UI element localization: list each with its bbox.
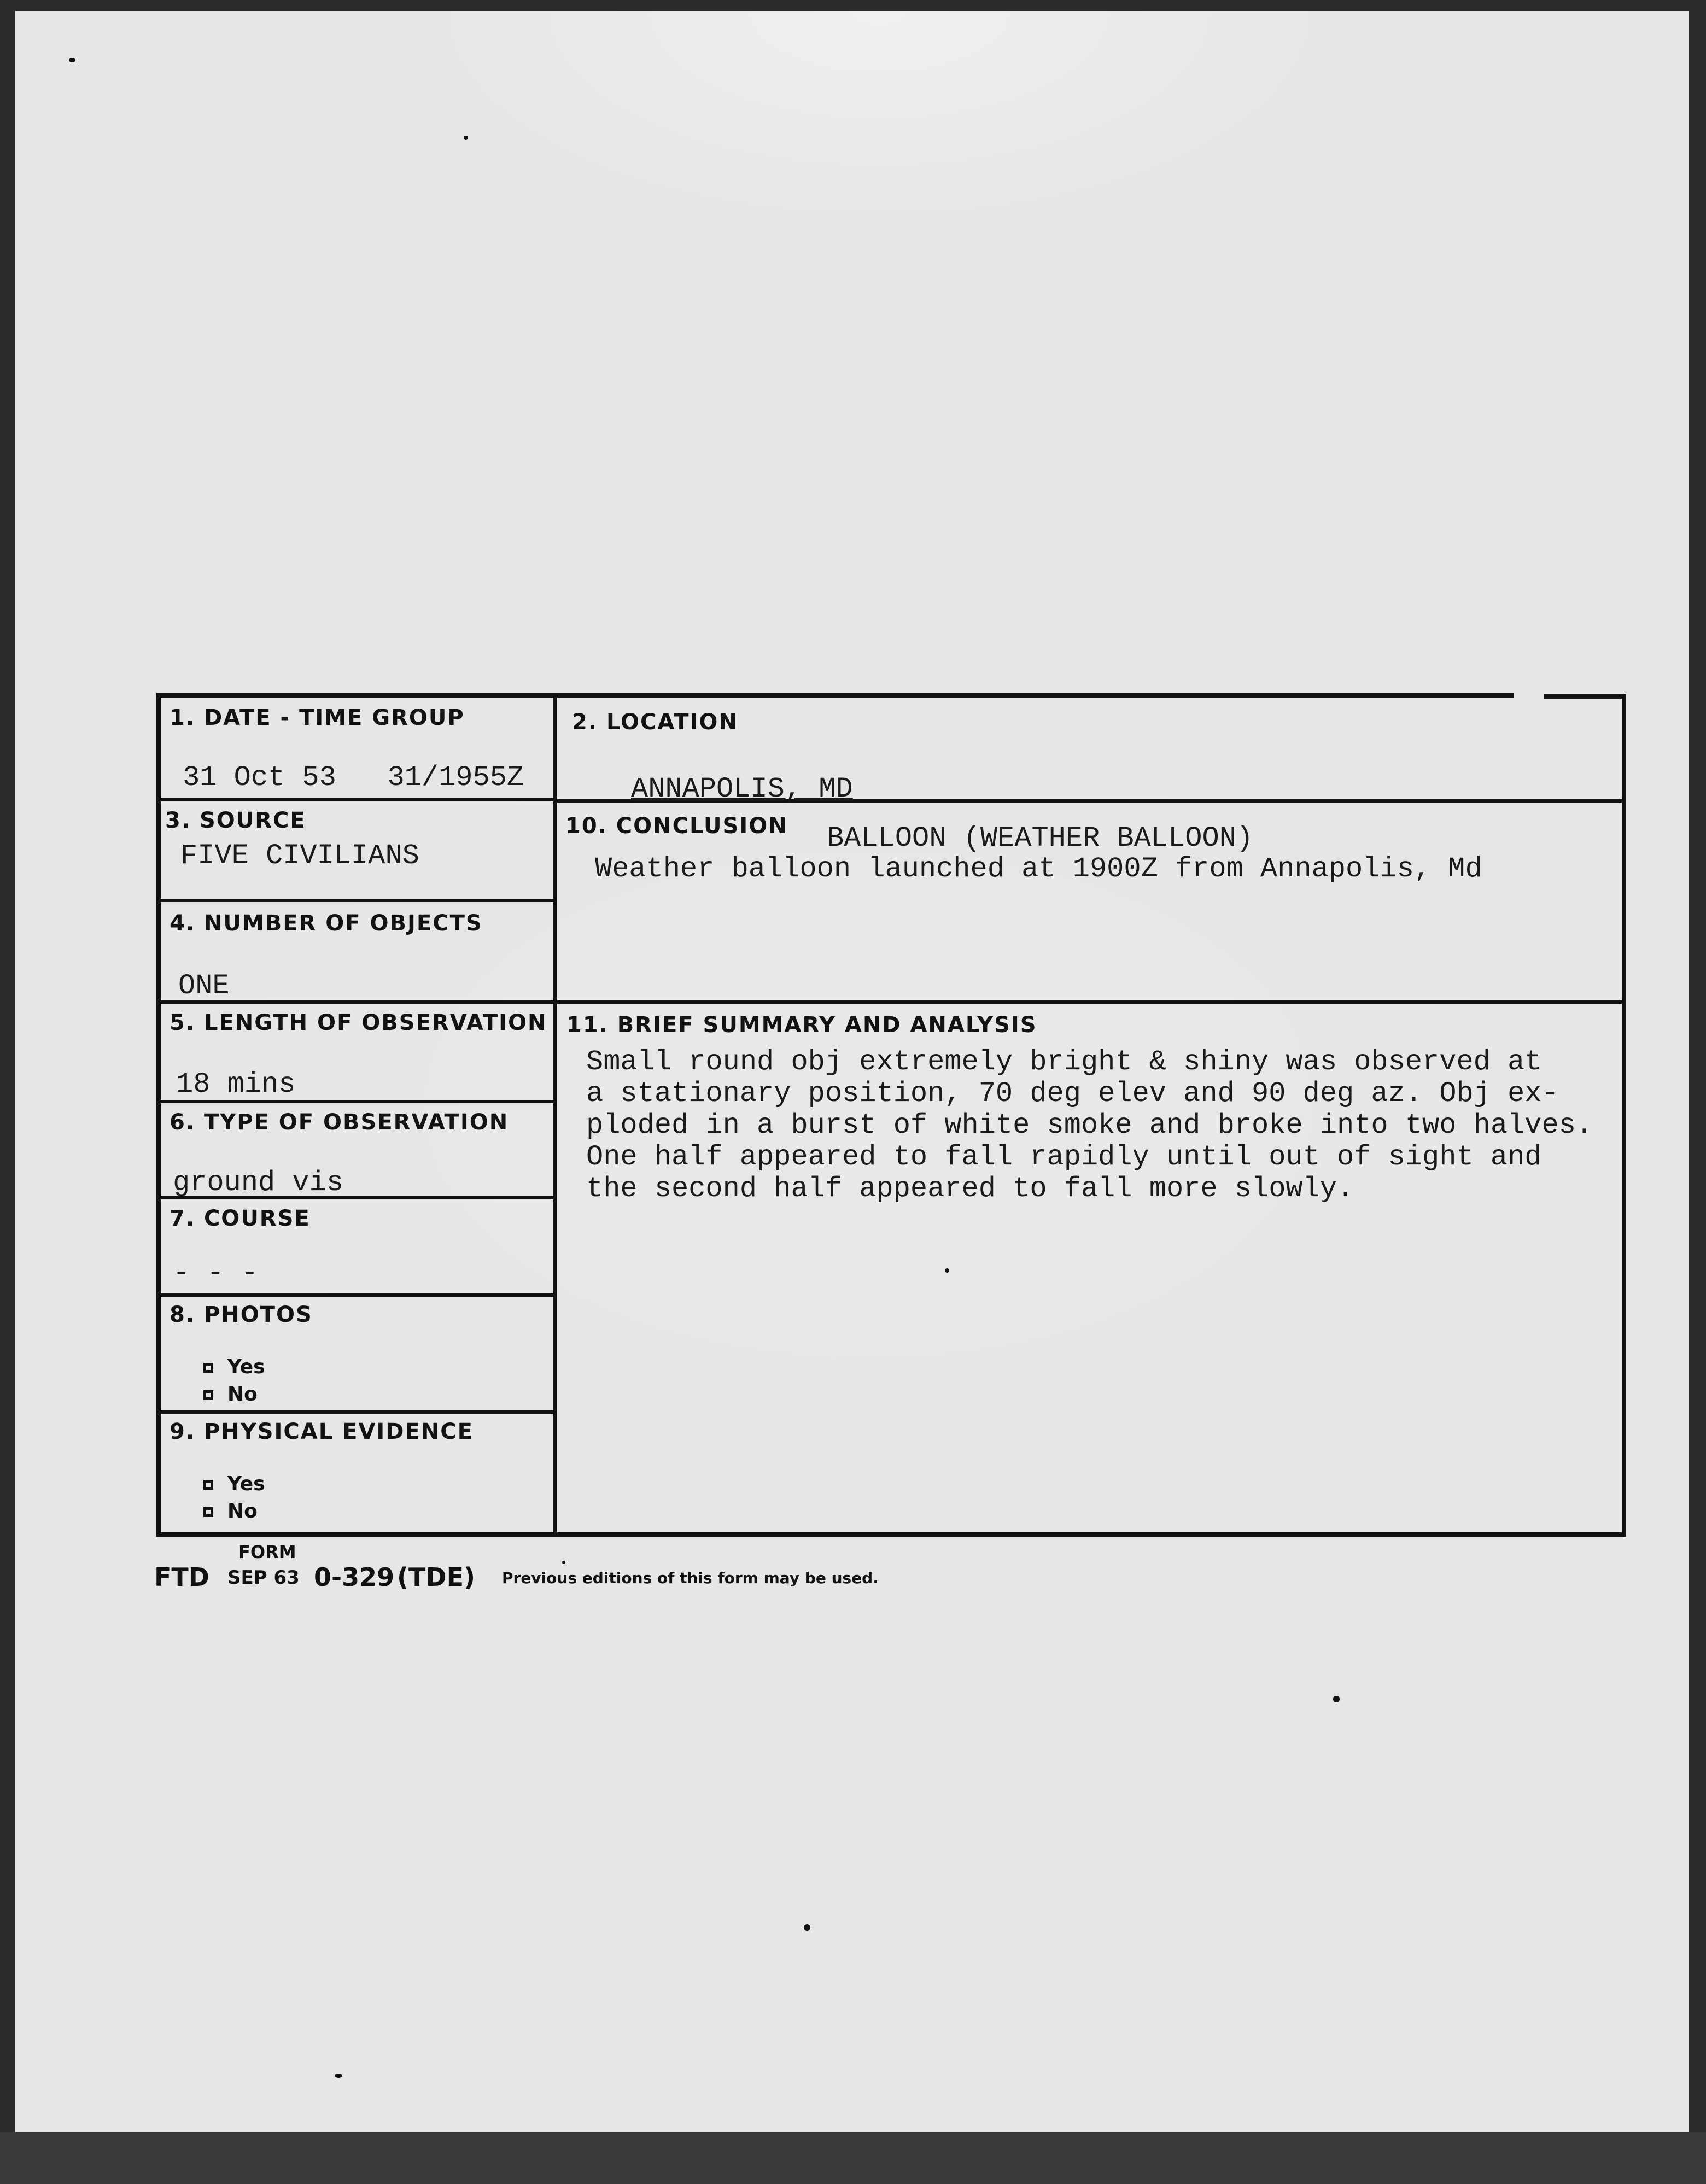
physical-evidence-yes-checkbox (203, 1480, 213, 1490)
photos-no-checkbox (203, 1390, 213, 1400)
conclusion-value: BALLOON (WEATHER BALLOON) (827, 822, 1254, 854)
photos-label: 8. PHOTOS (170, 1302, 313, 1327)
length-of-observation-value: 18 mins (176, 1068, 296, 1100)
summary-text (586, 1046, 1593, 1205)
physical-evidence-no-option (203, 1500, 258, 1523)
source-value: FIVE CIVILIANS (180, 840, 419, 872)
form-date: SEP 63 (227, 1567, 300, 1589)
type-of-observation-label: 6. TYPE OF OBSERVATION (170, 1110, 509, 1135)
conclusion-detail: Weather balloon launched at 1900Z from Annapolis, Md (595, 853, 1482, 885)
summary-label: 11. BRIEF SUMMARY AND ANALYSIS (566, 1012, 1037, 1038)
physical-evidence-yes-option (203, 1473, 265, 1495)
frame-top-left (156, 693, 1514, 698)
document-page (15, 11, 1689, 2132)
number-of-objects-label: 4. NUMBER OF OBJECTS (170, 911, 483, 936)
left-row-line-2 (156, 899, 557, 902)
course-value: - - - (173, 1257, 259, 1290)
physical-evidence-no-label: No (227, 1500, 258, 1523)
type-of-observation-value: ground vis (173, 1167, 344, 1199)
right-row-line-2 (553, 1000, 1626, 1004)
summary-line: a stationary position, 70 deg elev and 90 deg az. Obj ex- (586, 1078, 1559, 1110)
frame-bottom (156, 1532, 1626, 1537)
summary-line: One half appeared to fall rapidly until out of sight and (586, 1141, 1542, 1173)
physical-evidence-yes-label: Yes (227, 1473, 265, 1495)
form-word: FORM (238, 1542, 296, 1562)
form-number: 0-329 (314, 1562, 395, 1592)
physical-evidence-label: 9. PHYSICAL EVIDENCE (170, 1419, 474, 1444)
form-tde: (TDE) (397, 1562, 476, 1592)
photos-yes-option (203, 1356, 265, 1378)
left-row-line-6 (156, 1293, 557, 1297)
number-of-objects-value: ONE (178, 970, 230, 1002)
location-label: 2. LOCATION (572, 710, 738, 735)
summary-line: ploded in a burst of white smoke and broke into two halves. (586, 1109, 1593, 1141)
frame-right (1622, 694, 1626, 1537)
physical-evidence-no-checkbox (203, 1507, 213, 1517)
location-value: ANNAPOLIS, MD (631, 773, 853, 805)
date-time-group-value: 31 Oct 53 31/1955Z (183, 762, 524, 794)
photos-yes-label: Yes (227, 1356, 265, 1378)
summary-line: the second half appeared to fall more slowly. (586, 1173, 1354, 1205)
form-ftd: FTD (154, 1562, 209, 1592)
photos-no-label: No (227, 1383, 258, 1406)
summary-line: Small round obj extremely bright & shiny was observed at (586, 1046, 1542, 1078)
length-of-observation-label: 5. LENGTH OF OBSERVATION (170, 1010, 547, 1035)
left-row-line-1 (156, 798, 557, 801)
photos-yes-checkbox (203, 1363, 213, 1373)
form-note: Previous editions of this form may be used. (502, 1569, 879, 1587)
frame-top-right (1544, 694, 1626, 699)
course-label: 7. COURSE (170, 1206, 311, 1231)
photos-no-option (203, 1383, 258, 1406)
source-label: 3. SOURCE (165, 808, 306, 833)
left-row-line-7 (156, 1410, 557, 1414)
conclusion-label: 10. CONCLUSION (565, 813, 788, 839)
date-time-group-label: 1. DATE - TIME GROUP (170, 705, 465, 730)
scan-border (0, 2132, 1706, 2184)
project-record-card (156, 693, 1626, 1537)
